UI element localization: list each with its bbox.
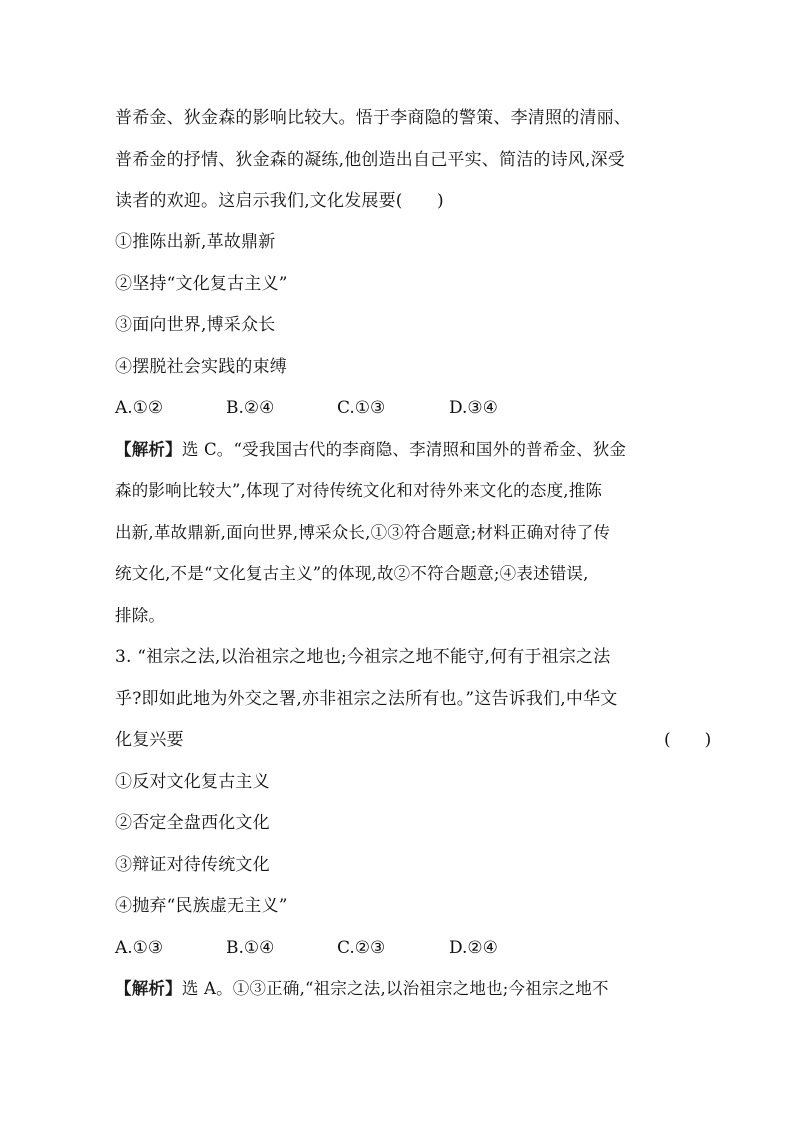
- q3-stem-line-2: 乎?即如此地为外交之署,亦非祖宗之法所有也。”这告诉我们,中华文: [115, 689, 618, 709]
- q2-analysis-line-3: 出新,革故鼎新,面向世界,博采众长,①③符合题意;材料正确对待了传: [115, 523, 611, 542]
- q2-choice-b: B.②④: [226, 398, 275, 418]
- q2-choice-c: C.①③: [337, 398, 386, 418]
- q3-option-1: ①反对文化复古主义: [115, 772, 270, 792]
- q3-choice-c: C.②③: [337, 938, 386, 958]
- q3-choice-d: D.②④: [449, 938, 498, 958]
- q2-choice-a: A.①②: [115, 398, 164, 418]
- q2-option-2: ②坚持“文化复古主义”: [115, 274, 288, 294]
- q2-option-3: ③面向世界,博采众长: [115, 315, 276, 335]
- q3-choice-b: B.①④: [226, 938, 275, 958]
- q2-stem-line-3: 读者的欢迎。这启示我们,文化发展要( ): [115, 191, 444, 211]
- q3-answer-paren: ( ): [664, 730, 712, 750]
- q2-analysis-line-5: 排除。: [115, 606, 166, 625]
- q2-analysis-line-2: 森的影响比较大”,体现了对待传统文化和对待外来文化的态度,推陈: [115, 481, 603, 500]
- q3-analysis-tag: 【解析】: [115, 979, 182, 998]
- q3-choice-a: A.①③: [115, 938, 164, 958]
- q2-option-1: ①推陈出新,革故鼎新: [115, 232, 276, 252]
- q2-analysis-line-4: 统文化,不是“文化复古主义”的体现,故②不符合题意;④表述错误,: [115, 564, 589, 583]
- q2-stem-line-2: 普希金的抒情、狄金森的凝练,他创造出自己平实、简洁的诗风,深受: [115, 150, 626, 170]
- q2-analysis-tag: 【解析】: [115, 440, 182, 459]
- q2-analysis-text-1: 选 C。“受我国古代的李商隐、李清照和国外的普希金、狄金: [181, 440, 627, 459]
- q2-option-4: ④摆脱社会实践的束缚: [115, 357, 287, 377]
- q3-option-4: ④抛弃“民族虚无主义”: [115, 896, 288, 916]
- q2-stem-line-1: 普希金、狄金森的影响比较大。悟于李商隐的警策、李清照的清丽、: [115, 108, 631, 128]
- q2-analysis-line-1: [115, 439, 626, 461]
- q3-analysis-line-1: [115, 978, 609, 1000]
- q3-stem-line-3: 化复兴要: [115, 730, 184, 750]
- q3-stem-line-1: 3. “祖宗之法,以治祖宗之地也;今祖宗之地不能守,何有于祖宗之法: [115, 647, 611, 667]
- q3-option-3: ③辩证对待传统文化: [115, 855, 270, 875]
- q2-choice-d: D.③④: [449, 398, 498, 418]
- q3-analysis-text-1: 选 A。①③正确,“祖宗之法,以治祖宗之地也;今祖宗之地不: [181, 979, 609, 998]
- q3-option-2: ②否定全盘西化文化: [115, 813, 270, 833]
